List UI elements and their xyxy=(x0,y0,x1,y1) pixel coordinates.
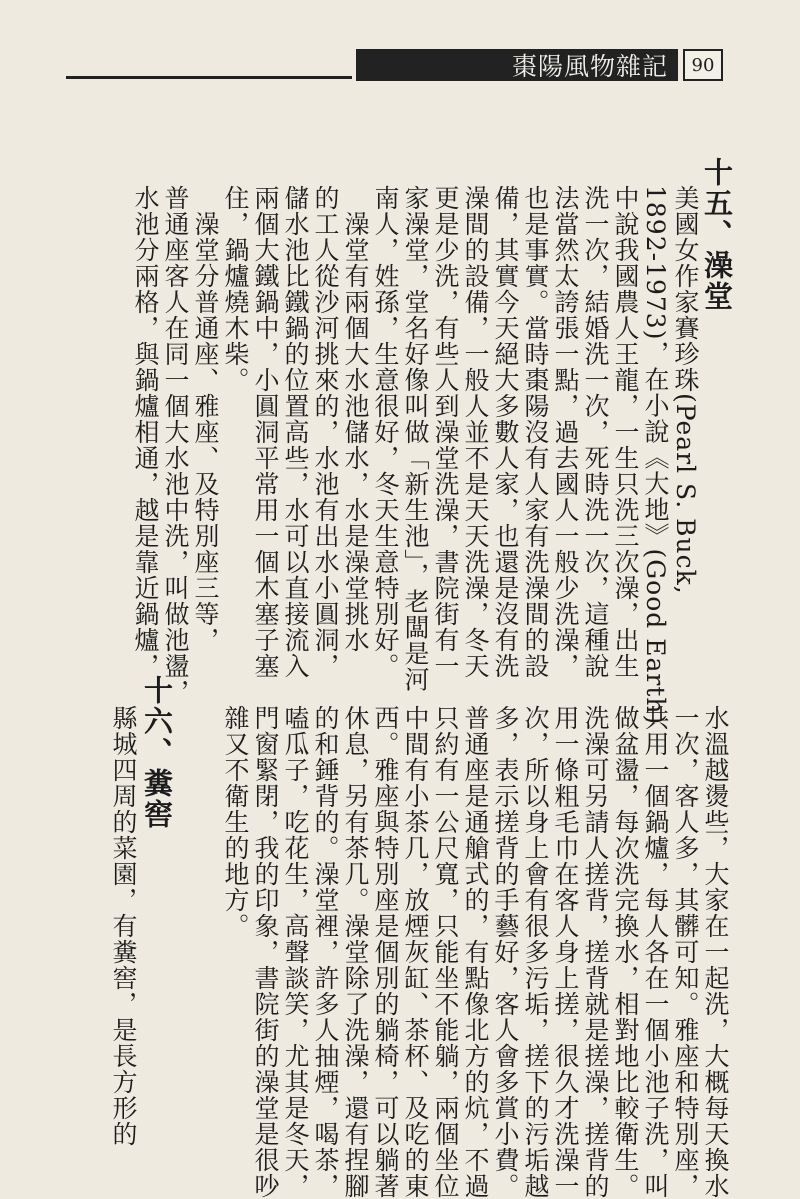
continuation-body: 水溫越燙些，大家在一起洗，大概每天換水 一次，客人多，其髒可知。雅座和特別座， 共用一個鍋爐，每人各在一個小池子洗，叫 做盆盪，每次洗完換水，相對地比較衛生。 洗澡可另請人搓背，搓背就是搓澡，搓背的 用一條粗毛巾在客人身上搓，很久才洗澡一 次，所以身上會有很多污垢，搓下的污垢越 多，表示搓背的手藝好，客人會多賞小費。 普通座是通艙式的，有點像北方的炕，不過 只約有一公尺寬，只能坐不能躺，兩個坐位 中間有小茶几，放煙灰缸、茶杯、及吃的東 西。雅座與特別座是個別的躺椅，可以躺著 休息，另有茶几。澡堂除了洗澡，還有捏腳 的和錘背的。澡堂裡，許多人抽煙，喝茶， 嗑瓜子，吃花生，高聲談笑，尤其是冬天， 門窗緊閉，我的印象，書院街的澡堂是很吵 雜又不衛生的地方。 xyxy=(221,705,730,1199)
section-16-body: 縣城四周的菜園，有糞窖，是長方形的 xyxy=(109,705,138,1147)
header-rule xyxy=(66,76,352,79)
section-15-body: 美國女作家賽珍珠(Pearl S. Buck, 1892-1973)，在小說《大地》(Good Earth) 中說我國農人王龍，一生只洗三次澡，出生 洗一次，結婚洗一次，死時洗一次，這種說 法當然太誇張一點，過去國人一般少洗澡， 也是事實。當時棗陽沒有人家有洗澡間的設 備，其實今天絕大多數人家，也還是沒有洗 澡間的設備，一般人並不是天天洗澡，冬天 更是少洗，有些人到澡堂洗澡，書院街有一 家澡堂，堂名好像叫做「新生池」，老闆是河 南人，姓孫，生意很好，冬天生意特別好。 澡堂有兩個大水池儲水，水是澡堂挑水 的工人從沙河挑來的，水池有出水小圓洞， 儲水池比鐵鍋的位置高些，水可以直接流入 兩個大鐵鍋中，小圓洞平常用一個木塞子塞 住，鍋爐燒木柴。 澡堂分普通座、雅座、及特別座三等， 普通座客人在同一個大水池中洗，叫做池盪， 水池分兩格，與鍋爐相通，越是靠近鍋爐， xyxy=(131,185,700,726)
section-15-heading: 十五、澡堂 xyxy=(700,157,734,312)
page-number: 90 xyxy=(683,49,723,81)
header-banner xyxy=(356,49,678,81)
book-title: 棗陽風物雜記 xyxy=(511,52,668,81)
section-16-heading: 十六、糞窖 xyxy=(140,675,174,830)
